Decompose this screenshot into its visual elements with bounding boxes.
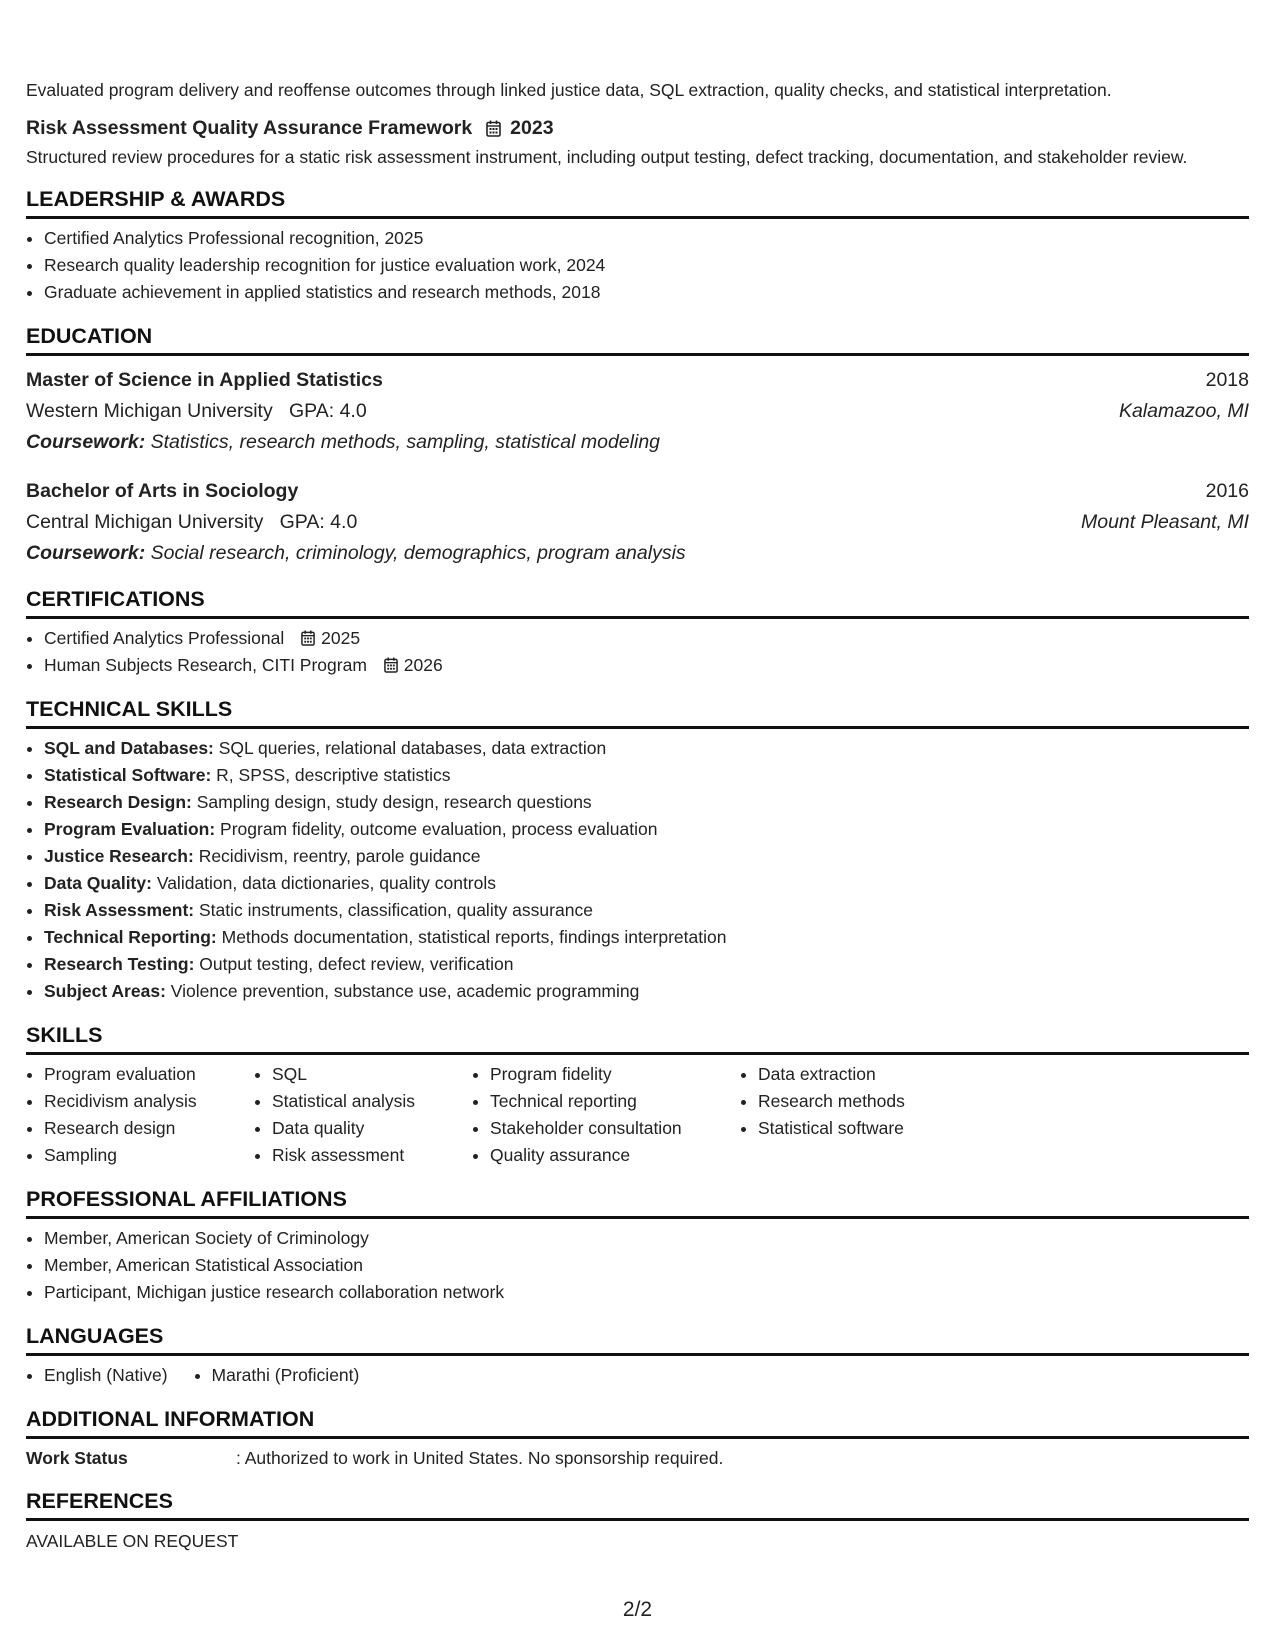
list-item: • Participant, Michigan justice research collaboration network bbox=[44, 1279, 1249, 1306]
list-item: • Stakeholder consultation bbox=[490, 1115, 740, 1142]
calendar-icon bbox=[301, 630, 315, 646]
skills-section bbox=[26, 1021, 1249, 1169]
degree: Master of Science in Applied Statistics bbox=[26, 369, 383, 391]
section-title: LANGUAGES bbox=[26, 1322, 1249, 1356]
list-item: • English (Native) bbox=[44, 1362, 168, 1389]
certification-name: Certified Analytics Professional bbox=[44, 628, 285, 648]
list-item: • Member, American Society of Criminology bbox=[44, 1225, 1249, 1252]
list-item: • Marathi (Proficient) bbox=[212, 1362, 360, 1389]
skill-text: Violence prevention, substance use, academic programming bbox=[170, 981, 640, 1001]
coursework-label: Coursework: bbox=[26, 431, 146, 453]
skill-label: Risk Assessment: bbox=[44, 900, 195, 920]
list-item: • Statistical analysis bbox=[272, 1088, 472, 1115]
skill-label: Data Quality: bbox=[44, 873, 152, 893]
list-item: • Recidivism analysis bbox=[44, 1088, 254, 1115]
skill-item bbox=[44, 870, 1249, 897]
affiliations-section bbox=[26, 1185, 1249, 1306]
skill-item bbox=[44, 897, 1249, 924]
skill-item bbox=[44, 762, 1249, 789]
list-item: • Program evaluation bbox=[44, 1061, 254, 1088]
graduation-year: 2018 bbox=[1205, 369, 1249, 391]
school: Central Michigan University bbox=[26, 511, 264, 533]
list-item: • Sampling bbox=[44, 1142, 254, 1169]
work-status-row bbox=[26, 1445, 1249, 1471]
section-title: REFERENCES bbox=[26, 1487, 1249, 1521]
certifications-section bbox=[26, 585, 1249, 679]
list-item: • Research quality leadership recognition for justice evaluation work, 2024 bbox=[44, 252, 1249, 279]
skill-label: Research Design: bbox=[44, 792, 192, 812]
skill-text: Validation, data dictionaries, quality controls bbox=[156, 873, 497, 893]
list-item: • Graduate achievement in applied statistics and research methods, 2018 bbox=[44, 279, 1249, 306]
leadership-section bbox=[26, 185, 1249, 306]
skill-text: Program fidelity, outcome evaluation, process evaluation bbox=[220, 819, 658, 839]
project-heading bbox=[26, 117, 1249, 140]
list-item: • Data extraction bbox=[758, 1061, 1008, 1088]
coursework: Social research, criminology, demographics, program analysis bbox=[150, 542, 686, 564]
list-item: • Certified Analytics Professional recognition, 2025 bbox=[44, 225, 1249, 252]
list-item: • Program fidelity bbox=[490, 1061, 740, 1088]
project-title: Risk Assessment Quality Assurance Framework bbox=[26, 117, 473, 139]
additional-info-section bbox=[26, 1405, 1249, 1471]
gpa: GPA: 4.0 bbox=[289, 400, 367, 422]
references-text: AVAILABLE ON REQUEST bbox=[26, 1531, 239, 1551]
skill-label: Subject Areas: bbox=[44, 981, 166, 1001]
skill-text: Methods documentation, statistical reports, findings interpretation bbox=[221, 927, 727, 947]
education-entry bbox=[26, 365, 1249, 458]
location: Mount Pleasant, MI bbox=[1081, 511, 1249, 533]
calendar-icon bbox=[384, 657, 398, 673]
certification-item bbox=[44, 652, 1249, 679]
skill-item bbox=[44, 789, 1249, 816]
list-item: • Member, American Statistical Association bbox=[44, 1252, 1249, 1279]
project-description: Structured review procedures for a static risk assessment instrument, including output testing, defect tracking, documentation, and stakeholder review. bbox=[26, 147, 1188, 167]
section-title: PROFESSIONAL AFFILIATIONS bbox=[26, 1185, 1249, 1219]
skill-label: Research Testing: bbox=[44, 954, 195, 974]
work-status-value: : Authorized to work in United States. No sponsorship required. bbox=[236, 1448, 724, 1468]
section-title: TECHNICAL SKILLS bbox=[26, 695, 1249, 729]
section-title: ADDITIONAL INFORMATION bbox=[26, 1405, 1249, 1439]
list-item: • Statistical software bbox=[758, 1115, 1008, 1142]
coursework: Statistics, research methods, sampling, statistical modeling bbox=[150, 431, 661, 453]
section-title: EDUCATION bbox=[26, 322, 1249, 356]
section-title: CERTIFICATIONS bbox=[26, 585, 1249, 619]
work-status-label: Work Status bbox=[26, 1448, 128, 1468]
technical-skills-section bbox=[26, 695, 1249, 1005]
skill-item bbox=[44, 843, 1249, 870]
skill-label: Technical Reporting: bbox=[44, 927, 217, 947]
education-section bbox=[26, 322, 1249, 569]
certification-year: 2025 bbox=[321, 628, 361, 648]
skill-label: Program Evaluation: bbox=[44, 819, 216, 839]
degree: Bachelor of Arts in Sociology bbox=[26, 480, 299, 502]
coursework-label: Coursework: bbox=[26, 542, 146, 564]
languages-section bbox=[26, 1322, 1249, 1389]
skill-text: R, SPSS, descriptive statistics bbox=[216, 765, 451, 785]
skill-item bbox=[44, 924, 1249, 951]
list-item: • Data quality bbox=[272, 1115, 472, 1142]
certification-item bbox=[44, 625, 1249, 652]
project-year: 2023 bbox=[510, 117, 554, 139]
skill-text: Recidivism, reentry, parole guidance bbox=[198, 846, 481, 866]
list-item: • Technical reporting bbox=[490, 1088, 740, 1115]
graduation-year: 2016 bbox=[1205, 480, 1249, 502]
school: Western Michigan University bbox=[26, 400, 273, 422]
page-number: 2/2 bbox=[622, 1598, 653, 1621]
skill-text: SQL queries, relational databases, data extraction bbox=[218, 738, 607, 758]
skill-label: Justice Research: bbox=[44, 846, 194, 866]
section-title: SKILLS bbox=[26, 1021, 1249, 1055]
gpa: GPA: 4.0 bbox=[279, 511, 358, 533]
project-summary: Evaluated program delivery and reoffense outcomes through linked justice data, SQL extraction, quality checks, and statistical interpretation. bbox=[26, 80, 1112, 100]
list-item: • Research methods bbox=[758, 1088, 1008, 1115]
references-section bbox=[26, 1487, 1249, 1553]
skill-text: Sampling design, study design, research questions bbox=[196, 792, 592, 812]
section-title: LEADERSHIP & AWARDS bbox=[26, 185, 1249, 219]
skill-text: Static instruments, classification, quality assurance bbox=[199, 900, 593, 920]
skill-text: Output testing, defect review, verification bbox=[199, 954, 514, 974]
list-item: • SQL bbox=[272, 1061, 472, 1088]
location: Kalamazoo, MI bbox=[1118, 400, 1249, 422]
list-item: • Research design bbox=[44, 1115, 254, 1142]
skill-item bbox=[44, 735, 1249, 762]
list-item: • Risk assessment bbox=[272, 1142, 472, 1169]
skill-item bbox=[44, 816, 1249, 843]
skill-item bbox=[44, 978, 1249, 1005]
certification-name: Human Subjects Research, CITI Program bbox=[44, 655, 367, 675]
certification-year: 2026 bbox=[403, 655, 443, 675]
education-entry bbox=[26, 476, 1249, 569]
calendar-icon bbox=[486, 120, 501, 137]
skill-item bbox=[44, 951, 1249, 978]
list-item: • Quality assurance bbox=[490, 1142, 740, 1169]
skill-label: Statistical Software: bbox=[44, 765, 212, 785]
skill-label: SQL and Databases: bbox=[44, 738, 214, 758]
